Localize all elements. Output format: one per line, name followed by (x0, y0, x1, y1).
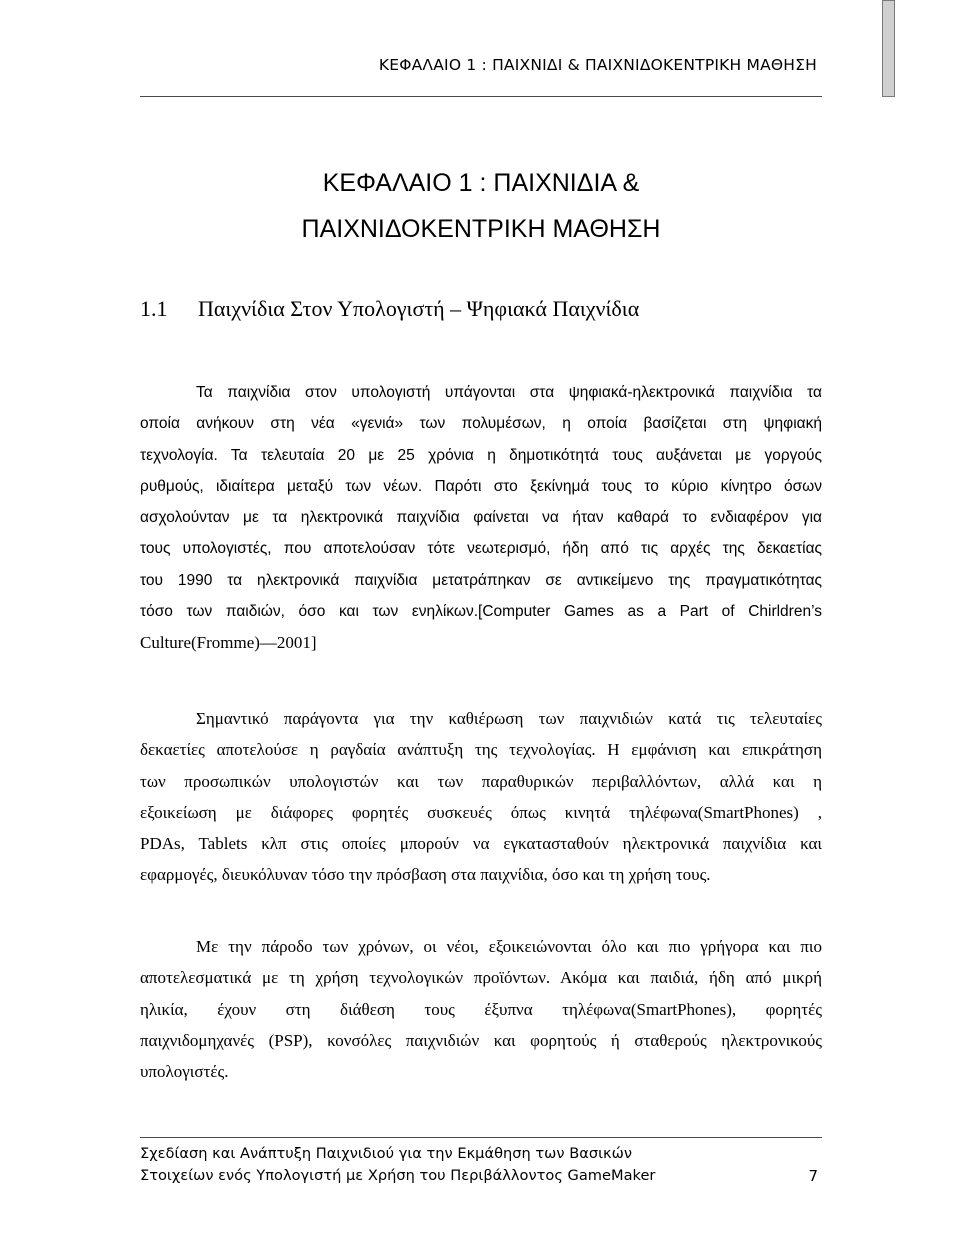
paragraph-line: ρυθμούς, ιδιαίτερα μεταξύ των νέων. Παρότι στο ξεκίνημά τους το κύριο κίνητρο όσων (140, 477, 822, 495)
section-heading (140, 296, 639, 322)
page-number: 7 (808, 1167, 818, 1185)
paragraph-line: PDAs, Tablets κλπ στις οποίες μπορούν να εγκατασταθούν ηλεκτρονικά παιχνίδια και (140, 834, 822, 854)
paragraph-line: παιχνιδομηχανές (PSP), κονσόλες παιχνιδιών και φορητούς ή σταθερούς ηλεκτρονικούς (140, 1030, 822, 1050)
paragraph-line: εφαρμογές, διευκόλυναν τόσο την πρόσβαση στα παιχνίδια, όσο και τη χρήση τους. (140, 865, 711, 885)
header-rule (140, 96, 822, 97)
paragraph-line: ασχολούνταν με τα ηλεκτρονικά παιχνίδια φαίνεται να ήταν καθαρά το ενδιαφέρον για (140, 509, 822, 527)
paragraph-3 (140, 931, 822, 1087)
paragraph-line: οποία ανήκουν στη νέα «γενιά» των πολυμέσων, η οποία βασίζεται στη ψηφιακή (140, 415, 822, 433)
chapter-title-line-2: ΠΑΙΧΝΙΔΟΚΕΝΤΡΙΚΗ ΜΑΘΗΣΗ (301, 215, 661, 243)
chapter-title (140, 160, 822, 252)
section-number: 1.1 (140, 296, 168, 321)
paragraph-line: υπολογιστές. (140, 1062, 229, 1082)
paragraph-line: τους υπολογιστές, που αποτελούσαν τότε νεωτερισμό, ήδη από τις αρχές της δεκαετίας (140, 540, 822, 558)
paragraph-2 (140, 703, 822, 891)
paragraph-line: του 1990 τα ηλεκτρονικά παιχνίδια μετατράπηκαν σε αντικείμενο της πραγματικότητας (140, 571, 822, 589)
paragraph-line: Culture(Fromme)—2001] (140, 633, 317, 653)
footer-line-1: Σχεδίαση και Ανάπτυξη Παιχνιδιού για την Εκμάθηση των Βασικών (140, 1145, 632, 1162)
paragraph-line: των προσωπικών υπολογιστών και των παραθυρικών περιβαλλόντων, αλλά και η (140, 771, 822, 791)
paragraph-line: αποτελεσματικά με τη χρήση τεχνολογικών προϊόντων. Ακόμα και παιδιά, ήδη από μικρή (140, 968, 822, 988)
paragraph-line: τεχνολογία. Τα τελευταία 20 με 25 χρόνια η δημοτικότητά τους αυξάνεται με γοργούς (140, 446, 822, 464)
footer-line-2: Στοιχείων ενός Υπολογιστή με Χρήση του Περιβάλλοντος GameMaker (140, 1167, 656, 1184)
page-footer (140, 1143, 822, 1187)
header-decorative-bar (882, 0, 895, 97)
paragraph-line: τόσο των παιδιών, όσο και των ενηλίκων.[Computer Games as a Part of Chirldren’s (140, 603, 822, 621)
paragraph-line: δεκαετίες αποτελούσε η ραγδαία ανάπτυξη της τεχνολογίας. Η εμφάνιση και επικράτηση (140, 740, 822, 760)
footer-rule (140, 1137, 822, 1138)
paragraph-line: Τα παιχνίδια στον υπολογιστή υπάγονται στα ψηφιακά-ηλεκτρονικά παιχνίδια τα (196, 384, 822, 401)
chapter-title-line-1: ΚΕΦΑΛΑΙΟ 1 : ΠΑΙΧΝΙΔΙΑ & (322, 169, 640, 197)
paragraph-line: εξοικείωση με διάφορες φορητές συσκευές όπως κινητά τηλέφωνα(SmartPhones) , (140, 802, 822, 822)
paragraph-1 (140, 377, 822, 659)
paragraph-line: Με την πάροδο των χρόνων, οι νέοι, εξοικειώνονται όλο και πιο γρήγορα και πιο (196, 937, 822, 956)
paragraph-line: Σημαντικό παράγοντα για την καθιέρωση των παιχνιδιών κατά τις τελευταίες (196, 709, 822, 728)
paragraph-line: ηλικία, έχουν στη διάθεση τους έξυπνα τηλέφωνα(SmartPhones), φορητές (140, 999, 822, 1019)
running-header: ΚΕΦΑΛΑΙΟ 1 : ΠΑΙΧΝΙΔΙ & ΠΑΙΧΝΙΔΟΚΕΝΤΡΙΚΗ ΜΑΘΗΣΗ (378, 56, 817, 74)
section-title: Παιχνίδια Στον Υπολογιστή – Ψηφιακά Παιχνίδια (198, 296, 640, 321)
